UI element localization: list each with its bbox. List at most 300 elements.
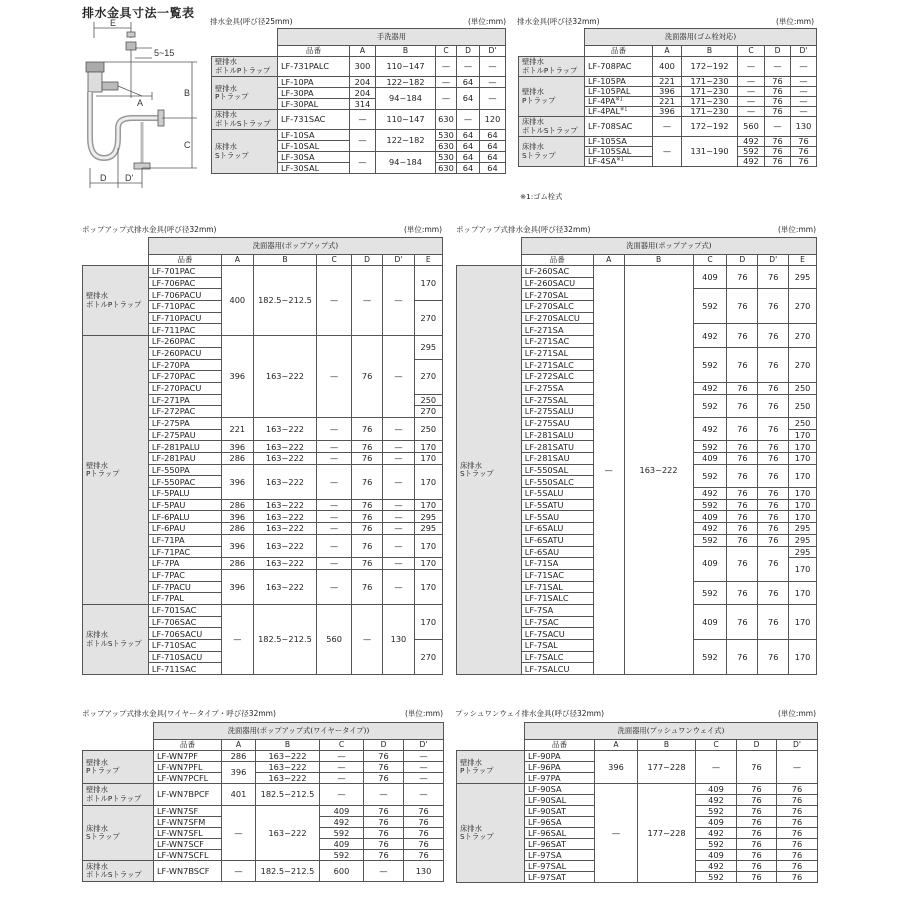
part-number: LF-260SACU: [521, 277, 593, 289]
cell: 76: [777, 872, 818, 883]
cell: 396: [222, 336, 253, 418]
group-label: 床排水 Sトラップ: [83, 806, 154, 861]
cell: 76: [737, 795, 777, 806]
part-number: LF-90SAT: [525, 806, 595, 817]
cell: —: [320, 751, 364, 762]
group-label: 壁排水 ボトルPトラップ: [519, 57, 585, 77]
part-number: LF-711SAC: [148, 663, 221, 675]
col-header: D': [758, 255, 789, 266]
part-number: LF-271SAL: [521, 347, 593, 359]
part-number: LF-550SAL: [521, 464, 593, 476]
cell: 76: [737, 872, 777, 883]
part-number: LF-WN7PFL: [154, 762, 222, 773]
cell: 592: [693, 394, 727, 417]
table6-group-header: 洗面器用(プッシュワンウェイ式): [525, 723, 818, 740]
part-number: LF-4PA$^{※1}$: [585, 97, 653, 107]
part-number: LF-71PAC: [148, 546, 221, 558]
cell: 76: [758, 523, 789, 535]
cell: —: [436, 88, 457, 110]
cell: 592: [693, 499, 727, 511]
cell: 76: [351, 511, 382, 523]
cell: 170: [789, 640, 817, 675]
group-label: 壁排水 ボトルPトラップ: [83, 266, 149, 336]
cell: 170: [789, 604, 817, 639]
part-number: LF-270SAL: [521, 289, 593, 301]
cell: 130: [383, 604, 414, 674]
cell: 170: [414, 499, 442, 511]
col-header: E: [789, 255, 817, 266]
cell: —: [383, 441, 414, 453]
cell: 170: [789, 429, 817, 441]
cell: 163~222: [253, 499, 317, 511]
cell: 76: [758, 640, 789, 675]
part-number: LF-105SAL: [585, 147, 653, 157]
group-label: 壁排水 Pトラップ: [457, 751, 525, 784]
part-number: LF-WN7SCF: [154, 839, 222, 850]
cell: 76: [351, 534, 382, 557]
part-number: LF-710SACU: [148, 651, 221, 663]
cell: —: [653, 117, 682, 137]
cell: —: [317, 511, 352, 523]
part-number: LF-270PACU: [148, 382, 221, 394]
cell: —: [317, 336, 352, 418]
table-row: [83, 604, 443, 616]
cell: 76: [727, 453, 758, 465]
cell: 530: [436, 130, 457, 141]
cell: 170: [414, 569, 442, 604]
cell: 130: [404, 861, 444, 882]
part-number: LF-270SALC: [521, 301, 593, 313]
part-number: LF-90PA: [525, 751, 595, 762]
cell: 592: [696, 872, 737, 883]
part-number: LF-270SALCU: [521, 312, 593, 324]
part-number: LF-275PAU: [148, 429, 221, 441]
col-header: A: [222, 255, 253, 266]
group-label: 床排水 ボトルSトラップ: [83, 604, 149, 674]
cell: 76: [727, 499, 758, 511]
part-number: LF-706PACU: [148, 289, 221, 301]
col-header: D: [457, 46, 480, 57]
cell: 76: [758, 604, 789, 639]
part-number: LF-4SA$^{※1}$: [585, 157, 653, 167]
cell: 76: [727, 488, 758, 500]
cell: —: [653, 137, 682, 167]
group-label: 床排水 Sトラップ: [212, 130, 278, 174]
cell: 76: [765, 147, 791, 157]
group-label: 床排水 Sトラップ: [457, 266, 522, 675]
cell: 76: [737, 751, 777, 784]
cell: —: [383, 569, 414, 604]
cell: 163~222: [256, 806, 320, 861]
cell: 94~184: [376, 88, 436, 110]
cell: —: [351, 604, 382, 674]
col-header: D: [351, 255, 382, 266]
cell: 270: [414, 640, 442, 675]
group-label: 床排水 ボトルSトラップ: [519, 117, 585, 137]
part-number: LF-260PAC: [148, 336, 221, 348]
table-row: [83, 266, 443, 278]
cell: —: [595, 784, 638, 883]
cell: 409: [693, 511, 727, 523]
part-number: LF-275SA: [521, 382, 593, 394]
cell: 76: [765, 97, 791, 107]
cell: 76: [727, 604, 758, 639]
part-number: LF-281SAU: [521, 453, 593, 465]
cell: 76: [777, 861, 818, 872]
part-number: LF-281PAU: [148, 453, 221, 465]
label-d: D: [100, 173, 107, 183]
part-number: LF-7SAC: [521, 616, 593, 628]
footnote-mark: ※1: [620, 106, 628, 113]
cell: 76: [351, 569, 382, 604]
part-number: LF-731SAC: [278, 110, 350, 130]
cell: —: [791, 87, 817, 97]
part-number: LF-706SAC: [148, 616, 221, 628]
cell: —: [777, 751, 818, 784]
cell: —: [404, 762, 444, 773]
cell: 409: [696, 817, 737, 828]
cell: —: [317, 441, 352, 453]
cell: —: [317, 266, 352, 336]
cell: 76: [727, 417, 758, 440]
part-number: LF-30PAL: [278, 99, 350, 110]
cell: 76: [727, 534, 758, 546]
cell: —: [480, 57, 506, 77]
cell: 163~222: [253, 336, 317, 418]
cell: 76: [777, 839, 818, 850]
cell: 76: [737, 850, 777, 861]
cell: 76: [791, 137, 817, 147]
cell: 270: [414, 406, 442, 418]
cell: —: [320, 784, 364, 806]
cell: 286: [222, 499, 253, 511]
cell: —: [317, 417, 352, 440]
cell: 76: [737, 806, 777, 817]
cell: 600: [320, 861, 364, 882]
table1: [211, 28, 506, 174]
cell: —: [457, 57, 480, 77]
label-d-prime: D': [125, 173, 134, 183]
col-header: B: [638, 740, 696, 751]
cell: 76: [758, 581, 789, 604]
cell: 120: [480, 110, 506, 130]
cell: —: [383, 511, 414, 523]
cell: 76: [727, 347, 758, 382]
cell: 76: [765, 87, 791, 97]
table2-caption: 排水金具(呼び径32mm): [517, 17, 600, 26]
cell: 171~230: [682, 97, 738, 107]
cell: 492: [693, 417, 727, 440]
cell: 76: [737, 839, 777, 850]
table3-caption: ポップアップ式排水金具(呼び径32mm): [82, 225, 217, 234]
col-header: 品番: [154, 740, 222, 751]
cell: 76: [737, 784, 777, 795]
cell: 204: [350, 88, 376, 99]
cell: 409: [696, 850, 737, 861]
cell: 314: [350, 99, 376, 110]
cell: —: [383, 558, 414, 570]
cell: 64: [457, 130, 480, 141]
cell: 592: [693, 464, 727, 487]
cell: —: [457, 110, 480, 130]
cell: —: [320, 762, 364, 773]
cell: 492: [320, 817, 364, 828]
part-number: LF-550PA: [148, 464, 221, 476]
table3-unit: (単位:mm): [404, 225, 442, 234]
cell: 170: [789, 511, 817, 523]
table2-footnote: ※1:ゴム栓式: [520, 192, 563, 201]
group-label: 壁排水 Pトラップ: [83, 336, 149, 605]
cell: 250: [414, 394, 442, 406]
cell: —: [222, 861, 256, 882]
table4-caption: ポップアップ式排水金具(呼び径32mm): [456, 225, 591, 234]
cell: 592: [320, 828, 364, 839]
col-header: B: [376, 46, 436, 57]
col-header: C: [696, 740, 737, 751]
part-number: LF-275SAL: [521, 394, 593, 406]
cell: 592: [738, 147, 765, 157]
cell: 76: [351, 417, 382, 440]
cell: 76: [404, 806, 444, 817]
cell: —: [317, 464, 352, 499]
cell: 76: [737, 828, 777, 839]
cell: 76: [758, 534, 789, 546]
part-number: LF-30SAL: [278, 163, 350, 174]
cell: 64: [457, 141, 480, 152]
group-label: 壁排水 Pトラップ: [519, 77, 585, 117]
cell: 177~228: [638, 751, 696, 784]
cell: 630: [436, 110, 457, 130]
table6-caption: プッシュワンウェイ排水金具(呼び径32mm): [455, 709, 605, 718]
table4-unit: (単位:mm): [778, 225, 816, 234]
part-number: LF-281SALU: [521, 429, 593, 441]
cell: 250: [414, 417, 442, 440]
cell: 170: [414, 441, 442, 453]
cell: 76: [758, 464, 789, 487]
col-header: A: [595, 740, 638, 751]
cell: 592: [693, 347, 727, 382]
cell: 170: [414, 464, 442, 499]
cell: 270: [789, 289, 817, 324]
cell: 171~230: [682, 87, 738, 97]
label-a: A: [137, 98, 144, 108]
cell: 492: [693, 488, 727, 500]
col-header: D: [727, 255, 758, 266]
cell: —: [364, 784, 404, 806]
cell: —: [383, 453, 414, 465]
part-number: LF-281SATU: [521, 441, 593, 453]
col-header: D': [480, 46, 506, 57]
label-c: C: [184, 140, 191, 150]
cell: 592: [693, 534, 727, 546]
part-number: LF-275SALU: [521, 406, 593, 418]
cell: 76: [727, 382, 758, 394]
part-number: LF-271PA: [148, 394, 221, 406]
cell: —: [222, 806, 256, 861]
cell: 76: [758, 499, 789, 511]
cell: 76: [765, 137, 791, 147]
cell: —: [317, 558, 352, 570]
cell: 76: [758, 511, 789, 523]
cell: 170: [789, 453, 817, 465]
cell: 76: [777, 806, 818, 817]
cell: 64: [457, 152, 480, 163]
part-number: LF-708SAC: [585, 117, 653, 137]
cell: 163~222: [253, 417, 317, 440]
cell: 76: [758, 453, 789, 465]
col-header: C: [317, 255, 352, 266]
cell: 76: [727, 640, 758, 675]
table4: [456, 237, 817, 675]
col-header: A: [350, 46, 376, 57]
cell: —: [317, 453, 352, 465]
part-number: LF-5SAU: [521, 511, 593, 523]
cell: 592: [696, 806, 737, 817]
cell: 396: [653, 107, 682, 117]
cell: 170: [789, 558, 817, 581]
part-number: LF-WN7SFM: [154, 817, 222, 828]
cell: 76: [758, 441, 789, 453]
cell: 250: [789, 382, 817, 394]
cell: —: [317, 534, 352, 557]
group-label: 床排水 Sトラップ: [457, 784, 525, 883]
cell: 76: [727, 324, 758, 347]
cell: 592: [693, 289, 727, 324]
cell: 401: [222, 784, 256, 806]
table-row: [83, 336, 443, 348]
cell: 76: [777, 795, 818, 806]
table2-group-header: 洗面器用(ゴム栓対応): [585, 29, 817, 46]
col-header: B: [682, 46, 738, 57]
cell: 171~230: [682, 77, 738, 87]
cell: 76: [727, 523, 758, 535]
cell: 76: [351, 441, 382, 453]
cell: 250: [789, 394, 817, 417]
col-header: 品番: [521, 255, 593, 266]
footnote-mark: ※1: [615, 96, 623, 103]
cell: 295: [414, 336, 442, 359]
table1-caption: 排水金具(呼び径25mm): [210, 17, 293, 26]
part-number: LF-7PA: [148, 558, 221, 570]
cell: —: [383, 266, 414, 336]
cell: 76: [404, 839, 444, 850]
part-number: LF-706PAC: [148, 277, 221, 289]
cell: 221: [653, 97, 682, 107]
cell: 396: [222, 534, 253, 557]
table5: [82, 722, 444, 882]
cell: 396: [222, 762, 256, 784]
cell: 396: [222, 511, 253, 523]
cell: 295: [414, 511, 442, 523]
cell: —: [404, 784, 444, 806]
cell: —: [222, 604, 253, 674]
cell: 409: [320, 806, 364, 817]
cell: 76: [758, 394, 789, 417]
part-number: LF-7SALC: [521, 651, 593, 663]
cell: 396: [222, 464, 253, 499]
cell: 122~182: [376, 77, 436, 88]
cell: —: [350, 130, 376, 152]
cell: 170: [789, 581, 817, 604]
cell: 163~222: [253, 523, 317, 535]
table6-unit: (単位:mm): [778, 709, 816, 718]
cell: 170: [789, 499, 817, 511]
table5-caption: ポップアップ式排水金具(ワイヤータイプ・呼び径32mm): [82, 709, 276, 718]
part-number: LF-7PAC: [148, 569, 221, 581]
part-number: LF-WN7PCFL: [154, 773, 222, 784]
cell: 286: [222, 523, 253, 535]
cell: 295: [414, 523, 442, 535]
part-number: LF-96SAL: [525, 828, 595, 839]
table1-unit: (単位:mm): [468, 17, 506, 26]
table3-group-header: 洗面器用(ポップアップ式): [148, 238, 442, 255]
part-number: LF-710SAC: [148, 640, 221, 652]
cell: 64: [480, 141, 506, 152]
col-header: 品番: [148, 255, 221, 266]
part-number: LF-275SAU: [521, 417, 593, 429]
cell: —: [791, 57, 817, 77]
part-number: LF-71SA: [521, 558, 593, 570]
cell: 170: [789, 464, 817, 487]
part-number: LF-105PAL: [585, 87, 653, 97]
col-header: A: [593, 255, 624, 266]
cell: 295: [789, 534, 817, 546]
cell: 76: [777, 817, 818, 828]
cell: 76: [404, 817, 444, 828]
cell: 76: [758, 546, 789, 581]
cell: 409: [693, 604, 727, 639]
cell: 163~222: [253, 511, 317, 523]
part-number: LF-7SA: [521, 604, 593, 616]
cell: —: [765, 117, 791, 137]
cell: —: [738, 97, 765, 107]
col-header: 品番: [525, 740, 595, 751]
cell: 76: [727, 266, 758, 289]
cell: 76: [727, 511, 758, 523]
cell: 163~222: [256, 751, 320, 762]
part-number: LF-275PA: [148, 417, 221, 429]
cell: 409: [693, 453, 727, 465]
cell: 163~222: [253, 569, 317, 604]
part-number: LF-270PA: [148, 359, 221, 371]
part-number: LF-6SAU: [521, 546, 593, 558]
cell: 76: [727, 441, 758, 453]
cell: —: [738, 87, 765, 97]
cell: 270: [789, 324, 817, 347]
part-number: LF-708PAC: [585, 57, 653, 77]
cell: —: [738, 77, 765, 87]
cell: 560: [738, 117, 765, 137]
cell: 204: [350, 77, 376, 88]
table2-unit: (単位:mm): [776, 17, 814, 26]
cell: 170: [414, 266, 442, 301]
cell: 182.5~212.5: [256, 784, 320, 806]
col-header: C: [436, 46, 457, 57]
cell: —: [364, 861, 404, 882]
cell: —: [383, 534, 414, 557]
part-number: LF-272SALC: [521, 371, 593, 383]
table4-group-header: 洗面器用(ポップアップ式): [521, 238, 816, 255]
part-number: LF-706SACU: [148, 628, 221, 640]
part-number: LF-WN7PF: [154, 751, 222, 762]
cell: —: [383, 417, 414, 440]
cell: —: [351, 266, 382, 336]
col-header: D': [791, 46, 817, 57]
table-row: [457, 266, 817, 278]
cell: 163~222: [253, 558, 317, 570]
part-number: LF-5SATU: [521, 499, 593, 511]
part-number: LF-90SA: [525, 784, 595, 795]
